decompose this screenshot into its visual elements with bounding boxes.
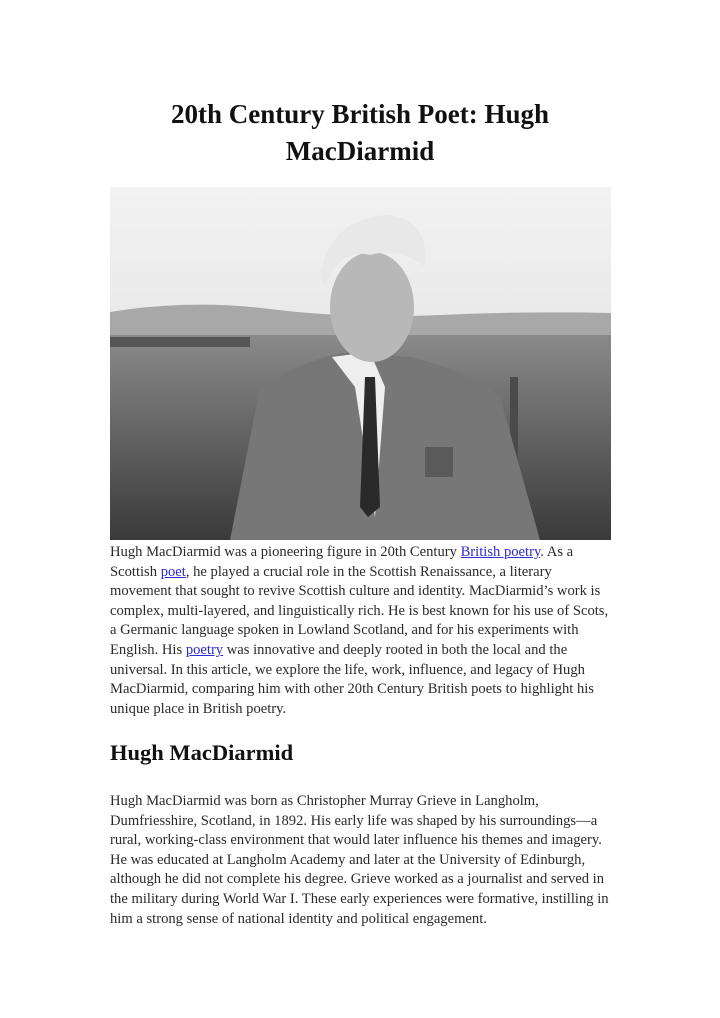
- section-paragraph: [110, 792, 630, 929]
- text-segment: although he did not complete his degree. Grieve worked as a journalist and served in: [110, 871, 605, 888]
- page-title: [0, 96, 720, 170]
- text-segment: a Germanic language spoken in Lowland Scotland, and for his experiments with: [110, 622, 579, 639]
- text-line: [110, 890, 630, 910]
- inline-link[interactable]: poet: [160, 563, 186, 580]
- text-line: [110, 621, 630, 641]
- text-line: [110, 851, 630, 871]
- text-segment: English. His: [110, 641, 186, 658]
- section-heading: Hugh MacDiarmid: [110, 740, 294, 765]
- text-line: [110, 543, 630, 563]
- text-line: [110, 582, 630, 602]
- text-segment: . As a: [540, 544, 574, 560]
- text-line: [110, 661, 630, 681]
- text-segment: Dumfriesshire, Scotland, in 1892. His early life was shaped by his surroundings—a: [110, 812, 598, 829]
- text-segment: Hugh MacDiarmid was born as Christopher Murray Grieve in Langholm,: [110, 793, 539, 809]
- inline-link[interactable]: British poetry: [460, 544, 541, 560]
- text-segment: unique place in British poetry.: [110, 700, 287, 717]
- text-segment: Hugh MacDiarmid was a pioneering figure in 20th Century: [110, 544, 461, 560]
- text-segment: the military during World War I. These early experiences were formative, instilling in: [110, 890, 609, 907]
- text-line: [110, 700, 630, 720]
- text-segment: He was educated at Langholm Academy and later at the University of Edinburgh,: [110, 851, 586, 868]
- text-line: [110, 602, 630, 622]
- text-segment: complex, multi-layered, and linguistically rich. He is best known for his use of Scots,: [110, 602, 609, 619]
- title-line-2: MacDiarmid: [285, 136, 435, 166]
- inline-link[interactable]: poetry: [185, 641, 224, 658]
- text-segment: universal. In this article, we explore the life, work, influence, and legacy of Hugh: [110, 661, 585, 678]
- text-line: [110, 812, 630, 832]
- text-line: [110, 792, 630, 812]
- intro-paragraph: [110, 543, 630, 719]
- text-line: [110, 870, 630, 890]
- text-segment: movement that sought to revive Scottish culture and identity. MacDiarmid’s work is: [110, 583, 601, 600]
- text-segment: , he played a crucial role in the Scottish Renaissance, a literary: [185, 563, 552, 580]
- text-segment: Scottish: [110, 563, 161, 580]
- text-segment: him a strong sense of national identity and political engagement.: [110, 910, 487, 927]
- text-line: [110, 910, 630, 930]
- text-segment: rural, working-class environment that would later influence his themes and imagery.: [110, 832, 602, 849]
- text-line: [110, 563, 630, 583]
- text-line: [110, 831, 630, 851]
- portrait-photo: [110, 187, 611, 540]
- text-line: [110, 641, 630, 661]
- text-segment: was innovative and deeply rooted in both the local and the: [223, 641, 568, 658]
- text-line: [110, 680, 630, 700]
- text-segment: MacDiarmid, comparing him with other 20th Century British poets to highlight his: [110, 681, 594, 698]
- title-line-1: 20th Century British Poet: Hugh: [171, 99, 549, 129]
